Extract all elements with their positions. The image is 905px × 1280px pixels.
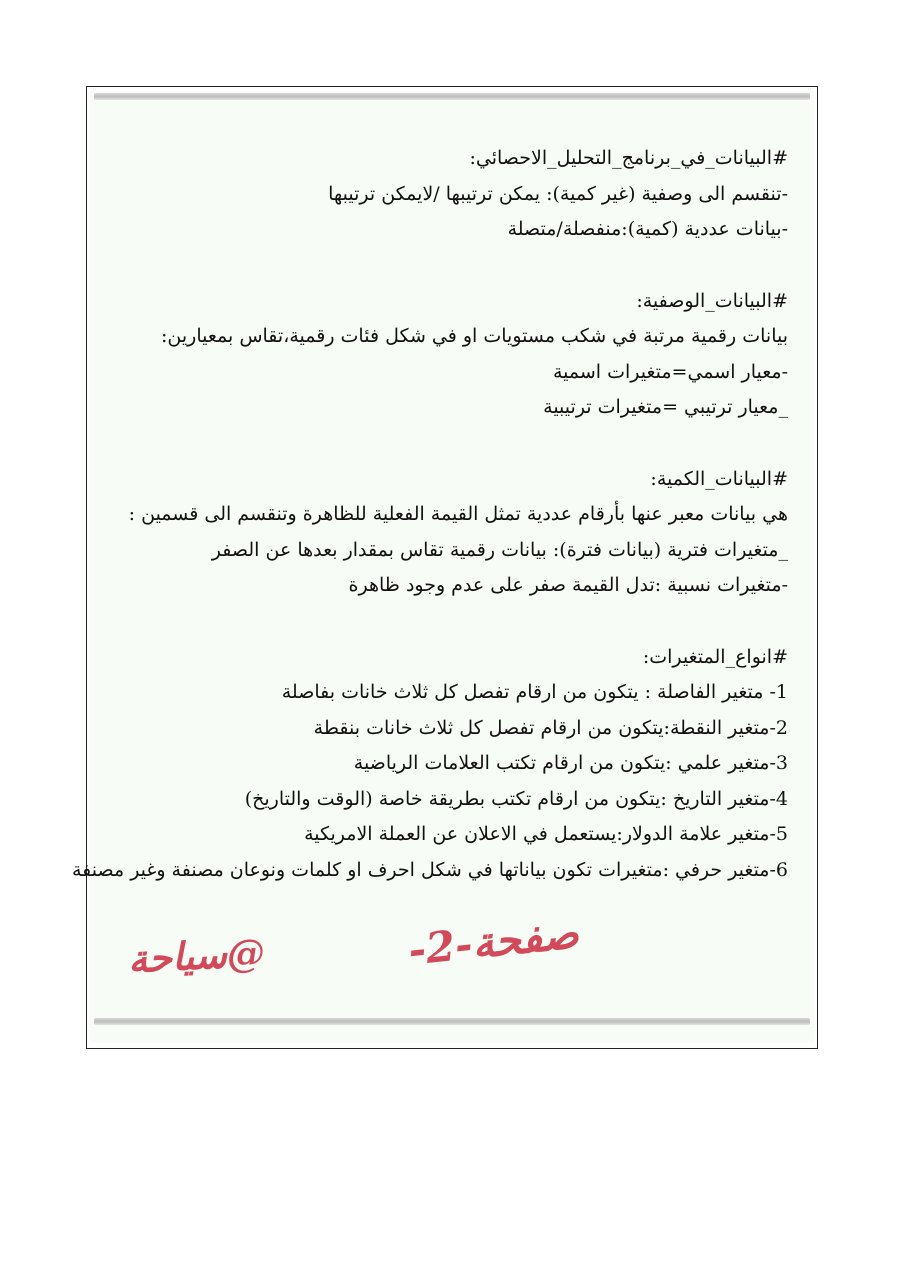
variable-type-item: 2-متغير النقطة:يتكون من ارقام تفصل كل ثلاث خانات بنقطة xyxy=(313,716,788,739)
section-heading: #البيانات_الكمية: xyxy=(650,467,788,490)
section-heading: #انواع_المتغيرات: xyxy=(642,645,788,668)
page-number-signature: صفحة-2- xyxy=(405,908,581,975)
variable-type-item: 6-متغير حرفي :متغيرات تكون بياناتها في شكل احرف او كلمات ونوعان مصنفة وغير مصنفة xyxy=(71,858,788,881)
section-heading: #البيانات_في_برنامج_التحليل_الاحصائي: xyxy=(469,147,788,169)
page-frame xyxy=(71,86,818,1049)
top-divider xyxy=(94,93,810,100)
section-line: -معيار اسمي=متغيرات اسمية xyxy=(552,360,788,383)
variable-type-item: 5-متغير علامة الدولار:يستعمل في الاعلان عن العملة الامريكية xyxy=(304,823,788,845)
section-line: هي بيانات معبر عنها بأرقام عددية تمثل القيمة الفعلية للظاهرة وتنقسم الى قسمين : xyxy=(128,503,788,525)
variable-type-item: 4-متغير التاريخ :يتكون من ارقام تكتب بطريقة خاصة (الوقت والتاريخ) xyxy=(244,787,788,810)
section-line: بيانات رقمية مرتبة في شكب مستويات او في شكل فئات رقمية،تقاس بمعيارين: xyxy=(161,325,788,347)
variable-type-item: 3-متغير علمي :يتكون من ارقام تكتب العلامات الرياضية xyxy=(353,752,788,774)
note-card xyxy=(71,91,814,1043)
section-line: _متغيرات فترية (بيانات فترة): بيانات رقمية تقاس بمقدار بعدها عن الصفر xyxy=(211,538,788,561)
section-line: -متغيرات نسبية :تدل القيمة صفر على عدم وجود ظاهرة xyxy=(348,574,788,596)
section-line: -تنقسم الى وصفية (غير كمية): يمكن ترتيبها /لايمكن ترتيبها xyxy=(328,182,788,205)
section-heading: #البيانات_الوصفية: xyxy=(636,289,788,312)
section-line: _معيار ترتيبي =متغيرات ترتيبية xyxy=(543,396,788,418)
variable-type-item: 1- متغير الفاصلة : يتكون من ارقام تفصل كل ثلاث خانات بفاصلة xyxy=(281,681,788,703)
author-signature: @سياحة xyxy=(126,929,266,982)
note-content xyxy=(71,141,788,888)
bottom-divider xyxy=(94,1018,810,1025)
section-line: -بيانات عددية (كمية):منفصلة/متصلة xyxy=(507,218,788,240)
